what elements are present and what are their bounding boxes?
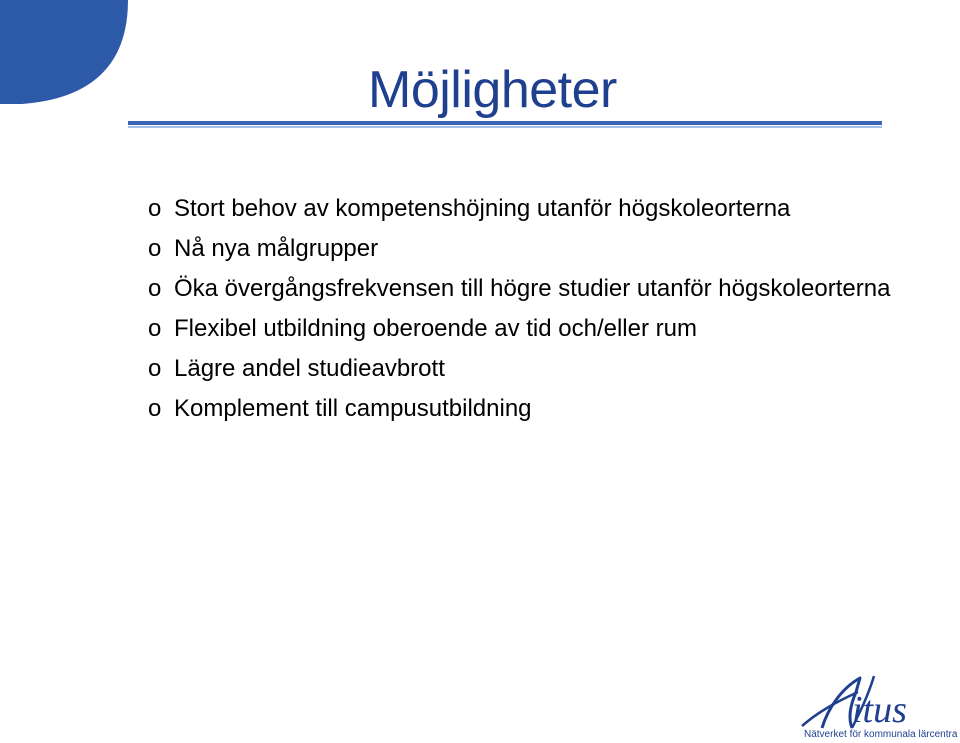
bullet-marker: o bbox=[148, 355, 162, 382]
bullet-text: Nå nya målgrupper bbox=[174, 235, 379, 262]
bullet-text: Flexibel utbildning oberoende av tid och/eller rum bbox=[174, 315, 697, 342]
list-item bbox=[148, 193, 928, 225]
logo-wordmark: itus bbox=[852, 689, 907, 731]
bullet-text: Öka övergångsfrekvensen till högre studier utanför högskoleorterna bbox=[174, 275, 891, 302]
list-item bbox=[148, 233, 928, 265]
bullet-text: Stort behov av kompetenshöjning utanför högskoleorterna bbox=[174, 195, 791, 222]
logo-tagline: Nätverket för kommunala lärcentra bbox=[804, 729, 958, 740]
list-item bbox=[148, 273, 928, 305]
bullet-marker: o bbox=[148, 395, 162, 422]
bullet-marker: o bbox=[148, 235, 162, 262]
bullet-marker: o bbox=[148, 275, 162, 302]
bullet-text: Komplement till campusutbildning bbox=[174, 395, 532, 422]
bullet-marker: o bbox=[148, 195, 162, 222]
list-item bbox=[148, 313, 928, 345]
bullet-text: Lägre andel studieavbrott bbox=[174, 355, 445, 382]
slide-title: Möjligheter bbox=[368, 61, 617, 119]
list-item bbox=[148, 353, 928, 385]
list-item bbox=[148, 393, 928, 425]
bullet-marker: o bbox=[148, 315, 162, 342]
corner-decoration-shape bbox=[0, 0, 140, 110]
title-underline bbox=[128, 121, 882, 128]
nitus-logo bbox=[798, 672, 960, 743]
bullet-list bbox=[148, 193, 928, 433]
